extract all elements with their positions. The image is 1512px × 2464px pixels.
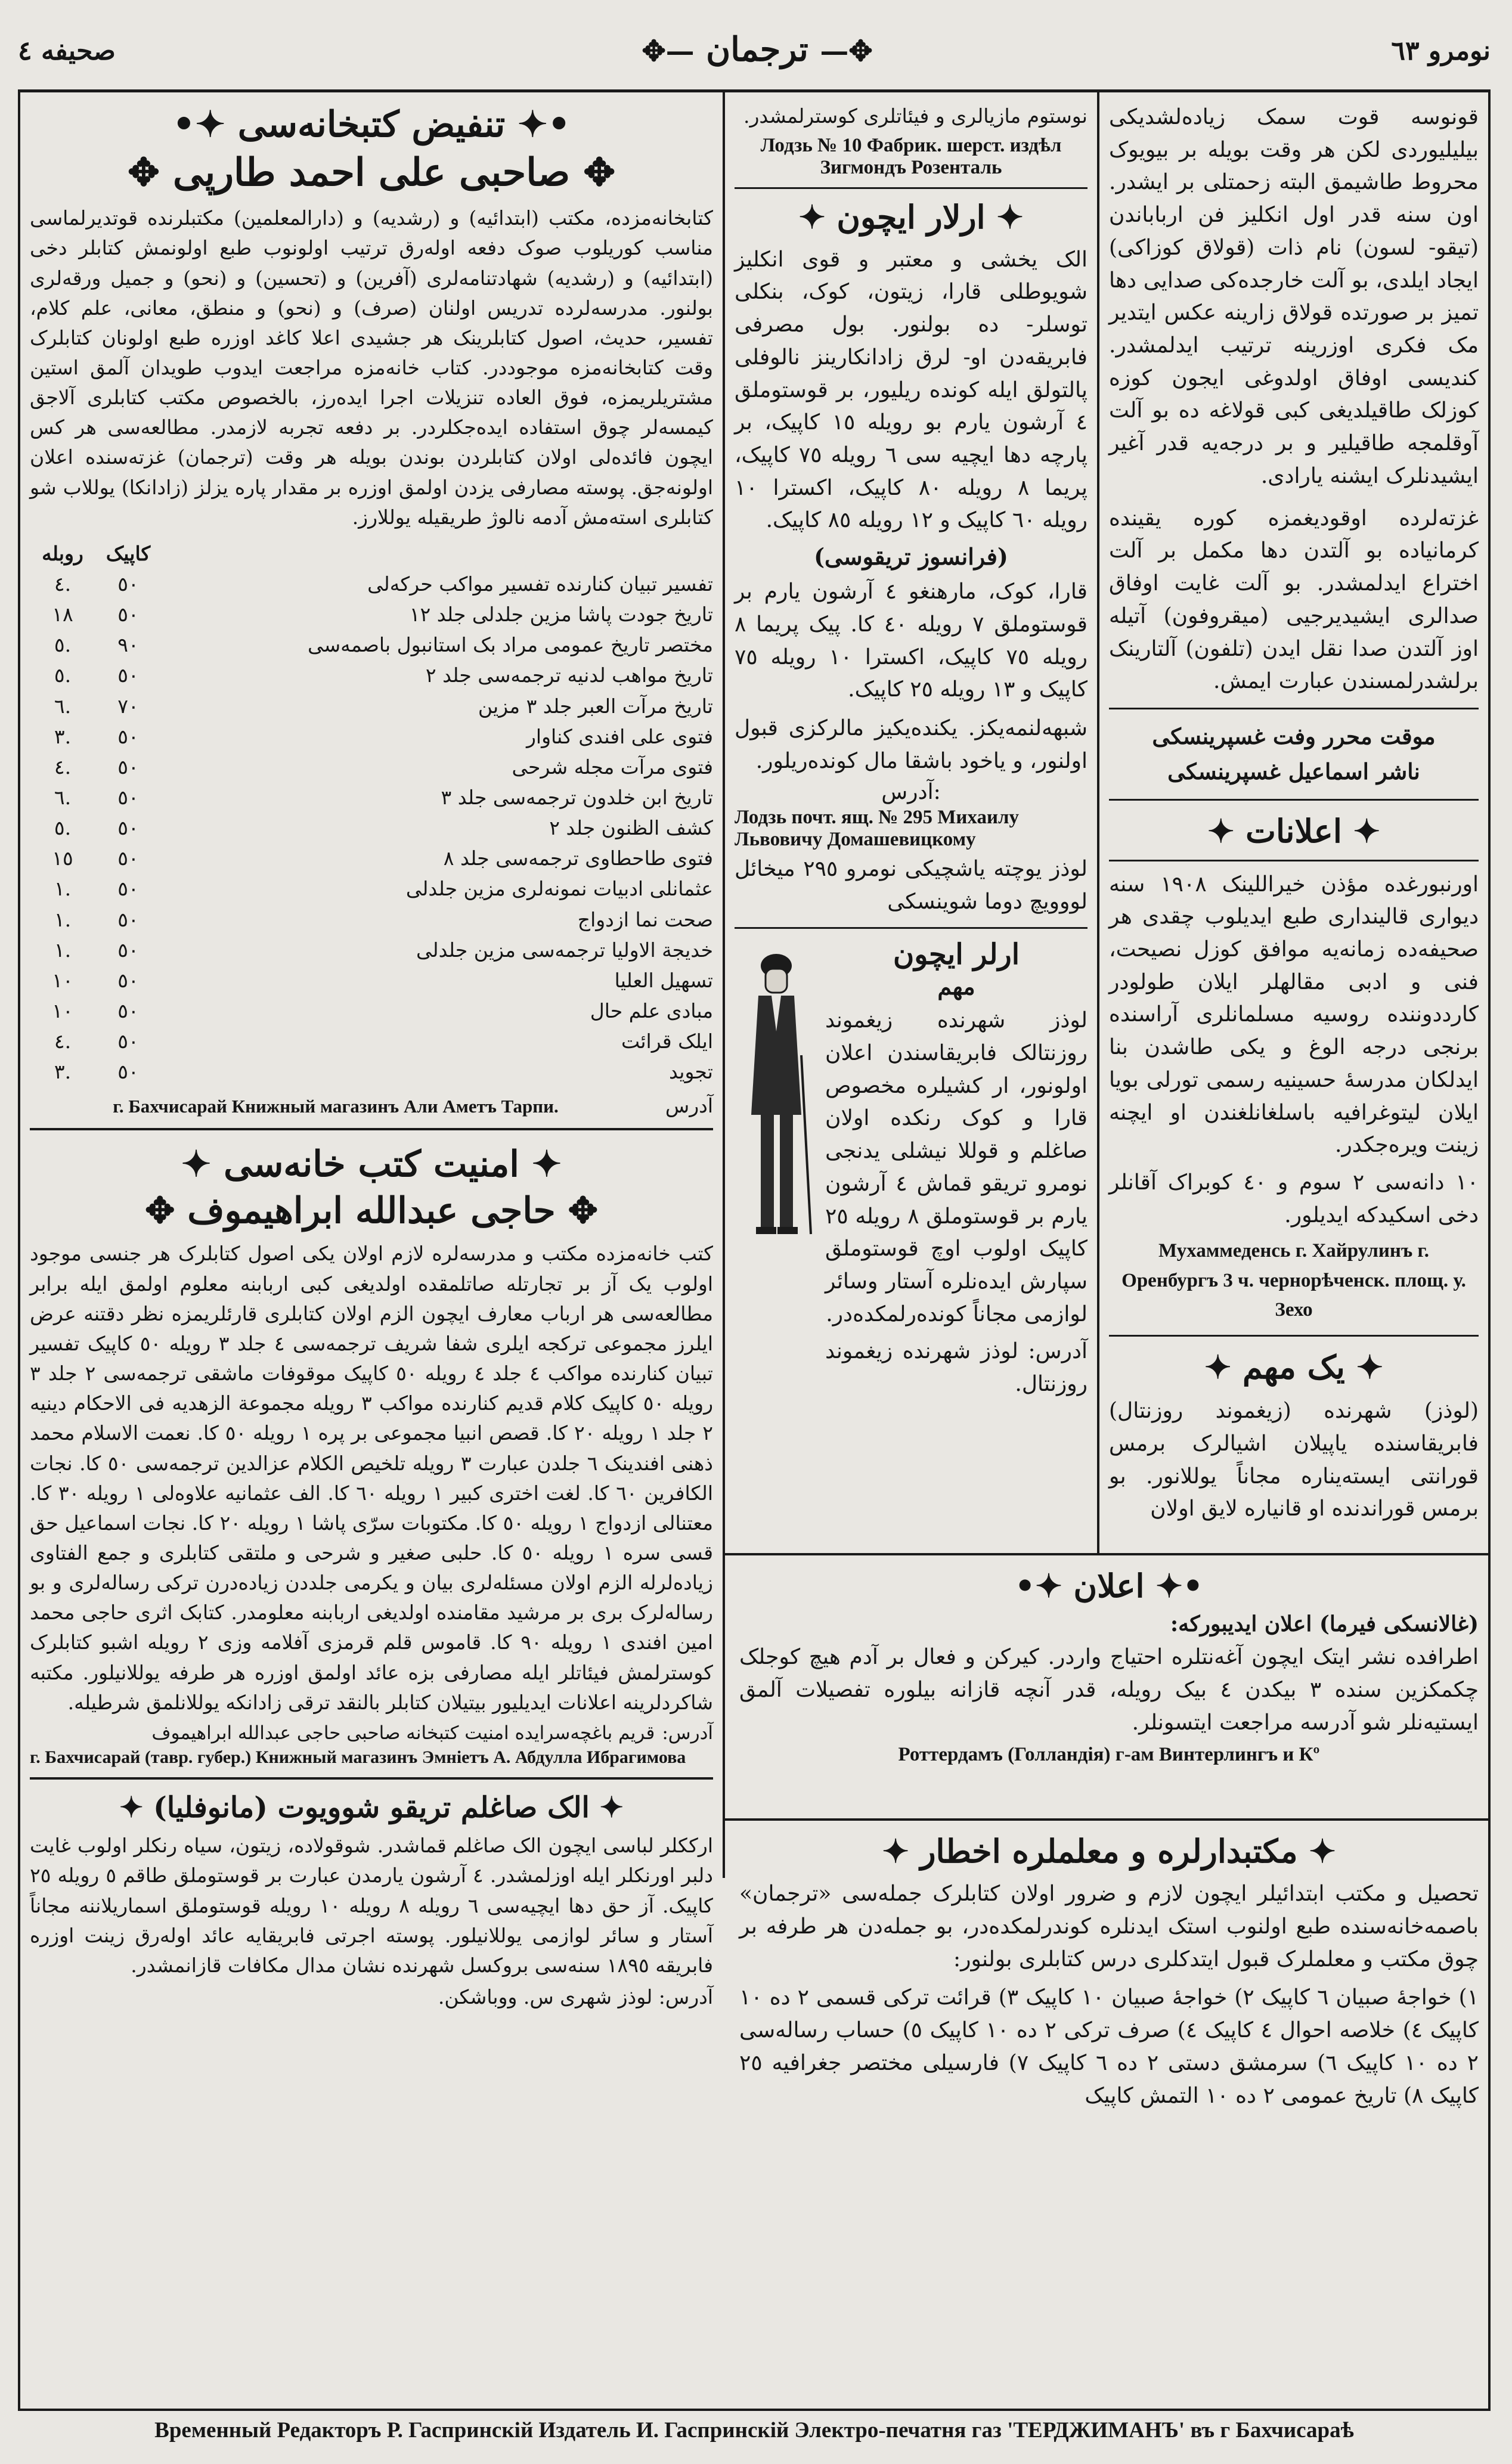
middle-column <box>735 101 1087 1544</box>
price-ruble: .٥ <box>54 664 72 687</box>
price-row <box>30 965 713 996</box>
rule-l2 <box>30 1777 713 1780</box>
mektebdar-title: ✦ مکتبدارلره و معلملره اخطار ✦ <box>882 1832 1336 1870</box>
arlar2-important: مهم <box>937 973 975 1000</box>
price-row <box>30 873 713 904</box>
price-row <box>30 721 713 752</box>
price-kopek: ٥٠ <box>117 1060 139 1084</box>
price-header-row <box>30 538 713 569</box>
price-ruble: .٤ <box>54 755 72 779</box>
ornament-icon: ✦ <box>1341 812 1380 851</box>
left-column <box>30 101 714 2009</box>
emniyet-owner: ✥ حاجی عبدالله ابراهیموف ✥ <box>145 1190 598 1232</box>
rule-m2 <box>735 927 1087 929</box>
price-ruble: ١٥ <box>52 847 73 870</box>
ornament-icon: ✦ <box>985 197 1024 236</box>
order-note: شبهه‌لنمه‌یکز. یکنده‌یکیز مالرکزی قبول اولنور، و یاخود باشقا مال کونده‌ریلور. <box>735 716 1087 773</box>
paper-name: ✥— ترجمان —✥ <box>642 30 873 69</box>
price-kopek: ٥٠ <box>117 999 139 1023</box>
rule-l1 <box>30 1128 713 1130</box>
price-ruble: .١ <box>54 877 72 901</box>
price-ruble: .٦ <box>54 694 72 718</box>
ornament-left-icon: ✥— <box>642 35 695 68</box>
price-kopek: ٥٠ <box>117 847 139 870</box>
top-note: نوستوم مازیالری و فیئاتلری کوسترلمشدر. <box>743 104 1087 128</box>
price-title: فتوی علی افندی کناوار <box>526 724 713 748</box>
page-header <box>18 24 1491 89</box>
ilan-block <box>739 1565 1479 1803</box>
kutub-body: کتابخانه‌مزده، مکتب (ابتدائیه) و (رشدیه) و (دارالمعلمین) مکتبلرنده قوتدیرلماسی مناسب کوریلوب صوک دفعه اولەرق ترتیب اولونوب طبع اولونمش کتابلر دخی (ابتدائیه) و (رشدیه) شهادتنامه‌لری (آفرین) و (تحسین) و (نحو) و جمیل ورقه‌لری بولنور. مدرسه‌لرده تدریس اولنان (صرف) و (نحو) و منطق، معانی، علم کلام، تفسیر، حدیث، اصول کتابلرینک هر جشیدی اعلا کاغد اوزره طبع اولونان کتابلرک وقت کتابخانه‌مزه موجوددر. کتاب خانه‌مزه مراجعت ایدوب طویدان آلمق استین مشتریلریمزه، فوق العاده تنزیلات اجرا ایده‌رز، بالخصوص مکتب کتابلری آلاجق کیمسه‌لر چوق استفاده ایده‌جکلردر. بر دفعه تجربه لازمدر. مطالعه‌سی هر کس ایچون فائده‌لی اولان کتابلردن بوندن بویله هر وقت (ترجمان) غزته‌سنده اعلان اولونه‌جق. پوسته مصارفی یزدن اولمق اوزره بر مقدار پاره یزلز (زادانکا) یوللاب شو کتابلری استه‌مش آدمه نالوژ طریقیله یوللارز. <box>30 206 713 529</box>
price-row <box>30 691 713 721</box>
lodz-address: Лодзь почт. ящ. № 295 Михаилу Львовичу Домашевицкому <box>735 807 1020 851</box>
price-title: تاریخ جودت پاشا مزین جلدلی جلد ١٢ <box>409 603 713 627</box>
gentleman-figure-icon <box>735 936 818 1246</box>
page-label: صحیفه ٤ <box>18 36 116 66</box>
ilan-firm: (غالانسکی فیرما) اعلان ایدیبورکه: <box>1170 1611 1479 1637</box>
ornament-icon: ✥ <box>128 150 173 195</box>
ornament-icon: ✥ <box>555 1190 598 1232</box>
shop-address-block <box>30 1094 713 1117</box>
ornament-icon: ✦ <box>589 1790 624 1824</box>
ornament-right-icon: —✥ <box>820 35 873 68</box>
price-kopek: ٩٠ <box>117 633 139 657</box>
price-kopek: ٥٠ <box>117 907 139 931</box>
price-title: فتوی مرآت مجله شرحی <box>512 755 713 779</box>
price-kopek: ٥٠ <box>117 968 139 992</box>
price-ruble: ١٠ <box>52 968 73 992</box>
ornament-icon: ✦ <box>1297 1832 1336 1870</box>
mektebdar-list: ١) خواجهٔ صبیان ٦ کاپیک ٢) خواجهٔ صبیان ١٠ کاپیک ٣) قرائت ترکی قسمی ٢ ده ١٠ کاپیک ٤) خلاصه احوال ٤ کاپیک ٤) صرف ترکی ٢ ده ١٠ کاپیک ٥) حساب رساله‌سی ٢ ده ١٠ کاپیک ٦) سرمشق دستی ٢ ده ٦ کاپیک ٧) فارسیلی مختصر جغرافیه ٢٥ کاپیک ٨) تاریخ عمومی ٢ ده ١٠ التمش کاپیک <box>739 1985 1479 2108</box>
ornament-icon: ✦ <box>1207 812 1246 851</box>
price-kopek: ٥٠ <box>117 816 139 840</box>
arlar2-body: لوذز شهرنده زیغموند روزنتالک فابریقاسندن اعلان اولونور، ار کشیلره مخصوص قارا و کوک رنکده اولان صاغلم و قوللا نیشلی یدنجی نومرو تریقو قماش ٤ آرشون یارم بر قوستوملق ٨ رویله ٢٥ کاپیک اولوب اوچ قوستوملق سپارش ایده‌نلره آستار وسائر لوازمی مجاناً کونده‌رلمکده‌در. <box>825 1008 1087 1326</box>
ilan-address: Роттердамъ (Голландія) г-ам Винтерлингъ и Кº <box>898 1744 1320 1766</box>
price-title: تفسیر تبیان کنارنده تفسیر مواکب حرکه‌لی <box>367 572 713 596</box>
editor-block <box>1109 719 1479 789</box>
ilanat-price: ١٠ دانه‌سی ٢ سوم و ٤٠ کوبراک آقانلر دخی اسکیدکه ایدیلور. <box>1109 1170 1479 1228</box>
shop-address: г. Бахчисарай Книжный магазинъ Али Аметъ Тарпи. <box>113 1096 559 1117</box>
price-row <box>30 996 713 1026</box>
column-rule-2 <box>1097 89 1099 1553</box>
price-title: صحت نما ازدواج <box>577 907 713 931</box>
price-kopek: ٥٠ <box>117 664 139 687</box>
price-title: مبادی علم حال <box>590 999 713 1023</box>
price-title: تاریخ مرآت العبر جلد ٣ مزین <box>478 694 713 718</box>
ornament-icon: ✦ <box>1344 1347 1383 1386</box>
emniyet-address <box>30 1722 713 1744</box>
price-ruble: .١ <box>54 938 72 962</box>
price-title: تاریخ ابن خلدون ترجمه‌سی جلد ٣ <box>441 786 713 810</box>
yek-mohim-title: ✦ یک مهم ✦ <box>1204 1347 1383 1386</box>
mektebdar-body: تحصیل و مکتب ابتدائیلر ایچون لازم و ضرور اولان کتابلرک جمله‌سی «ترجمان» باصمه‌خانه‌سنده طبع اولنوب استک ایدنلره کوندرلمکده‌در، بو جمله‌دن هر طرفه بر چوق مکتب و معلملرک قبول ایتدکلری درس کتابلری بولنور: <box>739 1882 1479 1972</box>
price-list <box>30 569 713 1087</box>
price-row <box>30 660 713 690</box>
shawiyut-address: آدرس: لوذز شهری س. ووباشکن. <box>438 1985 713 2009</box>
arlar2-block <box>735 936 1087 1403</box>
arlar2-title: ارلر ایچون <box>893 937 1020 971</box>
yek-mohim-body: (لوذز) شهرنده (زیغموند روزنتال) فابریقاسنده یاپیلان اشیالرک برمس قورانتی ایسته‌یناره مجاناً یوللانور. بو برمس قوراندنده او قانیاره لایق اولان <box>1109 1399 1479 1521</box>
price-title: تجوید <box>668 1060 713 1084</box>
france-body: قارا، کوک، مارهنغو ٤ آرشون یارم بر قوستوملق ٧ رویله ٤٠ کا. پیک پریما ٨ رویله ٧٥ کاپیک، اکسترا ١٠ رویله ٧٥ کاپیک و ١٣ رویله ٢٥ کاپیک. <box>735 579 1087 702</box>
price-title: تاریخ مواهب لدنیه ترجمه‌سی جلد ٢ <box>425 664 713 687</box>
issue-number: نومرو ٦٣ <box>1391 36 1491 66</box>
price-kopek: ٥٠ <box>117 755 139 779</box>
address-arabic: لوذز یوچته یاشچیکی نومرو ٢٩٥ میخائل لووویچ دوما شوینسکی <box>735 857 1087 915</box>
rule-r2 <box>1109 799 1479 801</box>
price-ruble: .٥ <box>54 633 72 657</box>
price-title: خدیجة الاولیا ترجمه‌سی مزین جلدلی <box>416 938 713 962</box>
price-kopek: ٥٠ <box>117 1030 139 1053</box>
price-ruble: ١٠ <box>52 999 73 1023</box>
ornament-icon: ✦ <box>181 1143 224 1186</box>
mektebdar-block <box>739 1830 1479 2152</box>
page-footer <box>24 2417 1485 2459</box>
kopek-header: کاپیک <box>106 541 151 565</box>
price-kopek: ٧٠ <box>117 694 139 718</box>
intro-paragraph: قونوسه قوت سمک زیاده‌لشدیکی بیلیلیوردی لکن هر وقت بویله بر بیویوک محروط طاشیمق البته زحمتلی بر ایشدر. اون سنه قدر اول انکلیز فن ارباباندن (تیقو- لسون) نام ذات (قولاق کوزاکی) ایجاد ایلدی، بو آلت خارجده‌کی صدایی دها تمیز بر صورتده قولاق زارینه عکس ایتدیر مک فکری اوزرینه ترتیب ایدلمشدر. کندیسی اوفاق اولدوغی ایجون کوزه کوزلک طاقیلدیغی کبی قولاغه ده بو آلت آوقلمجه طاقیلیر و بر درجه‌یه قدر آغیر ایشیدنلرک ایشنه یارادی. <box>1109 105 1479 488</box>
ornament-icon: •✦ <box>1144 1567 1204 1605</box>
price-row <box>30 1056 713 1087</box>
ornament-icon: ✦ <box>882 1832 921 1870</box>
ornament-icon: ✥ <box>570 150 615 195</box>
rule-r4 <box>1109 1335 1479 1337</box>
ornament-icon: ✦ <box>519 1143 562 1186</box>
shawiyut-body: ارککلر لباسی ایچون الک صاغلم قماشدر. شوقولاده، زیتون، سیاه رنکلر اولوب غایت دلبر اورنکلر ایله اوزلمشدر. ٤ آرشون یارمدن عبارت بر قوستوملق طاقم ٥ رویله ٢٥ کاپیک. آز حق دها ایچیه‌سی ٦ رویله ٨ رویله ١٠ رویله قوستوملق اسماریلاننه مجاناً آستار و سائر لوازمی یوللانیلور. پوسته اجرتی فابریقایه عائد اوله‌رق زینت اوزره فابریقه ١٨٩٥ سنه‌سی بروکسل شهرنده نشان مدال مکافات قازانمشدر. <box>30 1834 713 1977</box>
header-rule <box>18 89 1491 92</box>
price-title: تسهیل العلیا <box>614 968 713 992</box>
emniyet-title: ✦ امنیت کتب خانه‌سی ✦ <box>181 1143 562 1186</box>
kutub-owner: ✥ صاحبی علی احمد طارپی ✥ <box>128 150 615 195</box>
shop-address-label: آدرس <box>665 1094 713 1118</box>
price-kopek: ٥٠ <box>117 786 139 810</box>
shawiyut-title: ✦ الک صاغلم تریقو شوویوت (مانوفلیا) ✦ <box>119 1790 624 1824</box>
price-row <box>30 904 713 935</box>
price-ruble: ١٨ <box>52 603 73 627</box>
price-ruble: .١ <box>54 907 72 931</box>
kutub-title: •✦ تنفیض کتبخانه‌سی ✦• <box>172 104 571 145</box>
footer-rule <box>18 2409 1491 2411</box>
price-ruble: .٥ <box>54 816 72 840</box>
emniyet-addr-ru: г. Бахчисарай (тавр. губер.) Книжный магазинъ Эмніетъ А. Абдулла Ибрагимова <box>30 1747 686 1767</box>
price-ruble: .٦ <box>54 786 72 810</box>
news-paragraph: غزته‌لرده اوقودیغمزه کوره یقینده کرمانیاده بو آلتدن دها مکمل بر آلت اختراع ایدلمشدر. بو آلت غایت اوفاق صدالری ایشیدیرجیی (میقروفون) آتیله اوز آلتدن صدا نقل ایدن (تلفون) آلتارینک برلشدرلمسندن عبارت ایمش. <box>1109 506 1479 694</box>
price-ruble: .٣ <box>54 724 72 748</box>
price-title: کشف الظنون جلد ٢ <box>549 816 713 840</box>
price-kopek: ٥٠ <box>117 938 139 962</box>
editor-line-1: موقت محرر وفت غسپرینسکی <box>1152 723 1436 749</box>
price-row <box>30 813 713 843</box>
editor-line-2: ناشر اسماعیل غسپرینسکی <box>1167 758 1420 785</box>
price-ruble: .٤ <box>54 572 72 596</box>
frame-right <box>1488 89 1491 2409</box>
price-title: فتوی طاحطاوی ترجمه‌سی جلد ٨ <box>443 847 713 870</box>
frame-left <box>18 89 20 2409</box>
rule-r3 <box>1109 860 1479 861</box>
price-title: ایلک قرائت <box>621 1030 713 1053</box>
price-ruble: .٤ <box>54 1030 72 1053</box>
right-column <box>1109 101 1479 1544</box>
price-row <box>30 599 713 630</box>
price-row <box>30 843 713 873</box>
emniyet-addr-label: آدرس: <box>662 1722 713 1744</box>
emniyet-body: کتب خانه‌مزده مکتب و مدرسه‌لره لازم اولان یکی اصول کتابلرک هر جنسی موجود اولوب یک آز بر تجارتله صاتلمقده اولدیغی کبی اربابنه معلوم اولمق ایله برابر مطالعه‌سی هر ارباب معارف ایچون الزم اولان کتابلری قارئلریمزه نظر دقتنه عرض ایلرز مجموعی ترکجه ایلری شفا شریف ترجمه‌سی ٤ جلد ٣ رویله ٥٠ کاپیک تفسیر تبیان کنارنده مواکب ٤ جلد ٤ رویله ٥٠ کاپیک موقوفات ماشقی ترجمه‌سی ٢ جلد ٣ رویله ٥٠ کاپیک کلام قدیم کنارنده مواکب ٣ رویله مجموعة الزهدیه فی الاحکام دینیه ٢ جلد ١ رویله ٢٠ کا. قصص انبیا مجموعی بر پره ١ رویله ٥٠ کا. نعمت الاسلام محمد ذهنی افندینک ٦ جلدن عبارت ٣ رویله تلخیص الکلام عزالدین ترجمه‌سی ٥٠ کا. نجات الکافرین ٦٠ کا. لغت اختری کبیر ١ رویله ٦٠ کا. الف عثمانیه علاوه‌لی ١ رویله ٣٠ کا. معتنالی ازدواج ١ رویله ٥٠ کا. مکتوبات سرّی پاشا ١ رویله ٢٠ کا. نجات اسماعیل حق قسی سره ١ رویله ٥٠ کا. حلبی صغیر و شرحی و ملتقی کتابلری و جمع الفتاوی زیاده‌لرله الزم اولان مسئله‌لری بیان و یکرمی جلددن زیاده‌درن ترکی رساله‌لری و بو رساله‌لرک بری بر مرشید مقامنده اولدیغی اربابنه معلومدر. کتابک اثری حاجی محمد امین افندی ١ رویله ٩٠ کا. قاموس قلم قرمزی آفلامه وزی ٢ رویله اشبو کتابلرک کوسترلمش فیئاتلر ایله مصارفی بزه عائد اولمق اوزره هر طرفه یوللانیلور. مکتبه شاکردلرینه اعلانات ایدیلیور بیتیلان کتابلر بالنقد ترقی زادانکه یوللانلمق شرطیله. <box>30 1242 714 1714</box>
arlar2-address: آدرس: لوذز شهرنده زیغموند روزنتال. <box>825 1339 1087 1397</box>
price-row <box>30 569 713 599</box>
rule-lower-top <box>725 1553 1488 1555</box>
arlar2-text <box>825 936 1087 1403</box>
ilan-title: •✦ اعلان ✦• <box>1014 1567 1204 1605</box>
ornament-icon: ✦ <box>1204 1347 1243 1386</box>
rule-lower-mid <box>725 1818 1488 1821</box>
ilanat-body: اورنبورغده مؤذن خیراللینک ١٩٠٨ سنه دیواری قالینداری طبع ایدیلوب چقدی هر صحیفه‌ده زمانه‌یه موافق کوزل نصیحت، فنی و ادبی مقالهلر ایلان طولودر کارددوننده روسیه مسلمانلری آراسنده برنجی درجه الوغ و یکی طاشدن بنا ایدلکان مدرسهٔ حسینیه رسمی تورلی بویا ایلان لیتوغرافیه باسلغانلغندن او ایچنه زینت ویره‌جکدر. <box>1109 872 1479 1158</box>
ilanat-address: Мухаммеденсь г. Хайрулинъ г. Оренбургъ 3 ч. чернорѣченск. площ. у. Зехо <box>1121 1240 1466 1321</box>
rule-r1 <box>1109 708 1479 709</box>
price-title: مختصر تاریخ عمومی مراد بک استانبول باصمه‌سی <box>307 633 713 657</box>
footer-line: Временный Редакторъ Р. Гаспринскій Издатель И. Гаспринскій Электро-печатня газ 'ТЕРДЖИМАНЪ' въ г Бахчисараѣ <box>154 2418 1354 2443</box>
ornament-icon: ✦• <box>1014 1567 1074 1605</box>
price-title: عثمانلی ادبیات نمونه‌لری مزین جلدلی <box>405 877 713 901</box>
price-kopek: ٥٠ <box>117 724 139 748</box>
price-kopek: ٥٠ <box>117 877 139 901</box>
ornament-icon: ✥ <box>145 1190 188 1232</box>
arlar-body: الک یخشی و معتبر و قوی انکلیز شویوطلی قارا، زیتون، کوک، بنکلی توسلر- ده بولنور. بول مصرفی فابریقه‌دن او- لرق زادانکارینز نالوفلی پالتولق ایله کونده ریلیور، بر قوستوملق ٤ آرشون یارم بو رویله ١٥ کاپیک، بر پارچه دها ایچیه سی ٦ رویله ٧٥ کاپیک، پریما ٨ رویله ٨٠ کاپیک، اکسترا ١٠ رویله ٦٠ کاپیک و ١٢ رویله ٨٥ کاپیک. <box>735 247 1087 533</box>
arlar-title: ✦ ارلار ایچون ✦ <box>798 197 1024 236</box>
price-ruble: .٣ <box>54 1060 72 1084</box>
price-row <box>30 1026 713 1056</box>
price-row <box>30 630 713 660</box>
emniyet-addr-arabic: قریم باغچه‌سرایده امنیت کتبخانه صاحبی حاجی عبدالله ابراهیموف <box>151 1722 655 1744</box>
price-row <box>30 752 713 782</box>
address-label: آدرس: <box>881 780 941 805</box>
price-kopek: ٥٠ <box>117 603 139 627</box>
ornament-icon: ✦ <box>119 1790 154 1824</box>
ornament-icon: ✦ <box>798 197 837 236</box>
ilanat-title: ✦ اعلانات ✦ <box>1207 812 1380 851</box>
price-kopek: ٥٠ <box>117 572 139 596</box>
rule-m1 <box>735 187 1087 189</box>
ornament-icon: ✦• <box>172 104 238 145</box>
ilan-body: اطرافده نشر ایتک ایچون آغه‌نتلره احتیاج واردر. کیرکن و فعال بر آدم هیچ کوجلک چکمکزین سنده ٣ بیکدن ٤ بیک رویله، قدر آنچه قازانه بیلوره تفصیلات آلمق ایستیه‌نلر شو آدرسه مراجعت ایتسونلر. <box>739 1645 1479 1735</box>
ruble-header: روبله <box>42 541 83 565</box>
lodz-ad: Лодзь № 10 Фабрик. шерст. издѣл Зигмондъ Розенталь <box>760 134 1062 178</box>
column-rule-1 <box>723 89 725 1878</box>
price-row <box>30 782 713 813</box>
ornament-icon: •✦ <box>505 104 571 145</box>
price-row <box>30 935 713 965</box>
gentleman-illustration-icon <box>735 936 818 1246</box>
france-title: (فرانسوز تریقوسی) <box>814 543 1008 571</box>
